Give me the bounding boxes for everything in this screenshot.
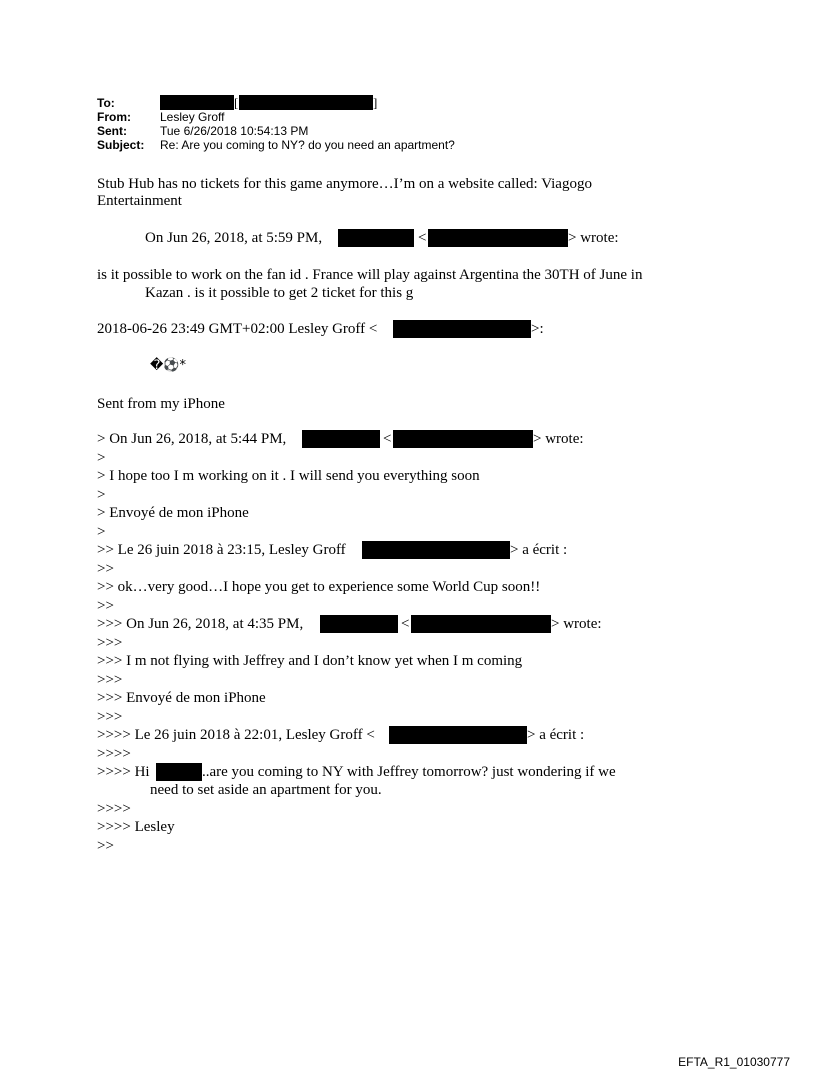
redaction-email [389, 726, 527, 744]
emoji-line: �⚽* [150, 358, 187, 373]
redaction-recipient-name [156, 763, 202, 781]
sent-value: Tue 6/26/2018 10:54:13 PM [160, 124, 309, 138]
quoted-line: > wrote: [533, 431, 584, 447]
redaction-to-name [160, 95, 234, 110]
quoted-line: >>> On Jun 26, 2018, at 4:35 PM, [97, 616, 304, 632]
redaction-email [362, 541, 510, 559]
to-bracket-open: [ [234, 95, 239, 110]
to-label: To: [97, 96, 115, 110]
quoted-line: >>>> [97, 801, 131, 817]
redaction-sender-email [411, 615, 551, 633]
redaction-sender-name [302, 430, 380, 448]
sent-label: Sent: [97, 124, 127, 138]
redaction-sender-email [428, 229, 568, 247]
quoted-line: >>> [97, 709, 123, 725]
redaction-to-address [239, 95, 373, 110]
subject-label: Subject: [97, 138, 145, 152]
quoted-line: < [401, 616, 410, 632]
redaction-sender-name [338, 229, 414, 247]
to-bracket-close: ] [373, 95, 378, 110]
quoted-line: > a écrit : [527, 727, 585, 743]
quoted-line: >> Le 26 juin 2018 à 23:15, Lesley Groff [97, 542, 346, 558]
quoted-line: > On Jun 26, 2018, at 5:44 PM, [97, 431, 287, 447]
redaction-email [393, 320, 531, 338]
redaction-sender-email [393, 430, 533, 448]
quoted-line: >> [97, 598, 114, 614]
quoted-line: ..are you coming to NY with Jeffrey tomorrow? just wondering if we [202, 764, 616, 780]
quoted-line: < [383, 431, 392, 447]
from-label: From: [97, 110, 131, 124]
quoted-line: >> ok…very good…I hope you get to experience some World Cup soon!! [97, 579, 541, 595]
quoted-line: >>> [97, 635, 123, 651]
quote-header: On Jun 26, 2018, at 5:59 PM, [145, 230, 323, 246]
quoted-line: >>>> Lesley [97, 819, 175, 835]
quote-wrote: > wrote: [568, 230, 619, 246]
quoted-line: >>>> Le 26 juin 2018 à 22:01, Lesley Groff < [97, 727, 375, 743]
quoted-line: >>> I m not flying with Jeffrey and I don’t know yet when I m coming [97, 653, 523, 669]
quoted-line: > I hope too I m working on it . I will send you everything soon [97, 468, 480, 484]
quoted-line: need to set aside an apartment for you. [150, 782, 382, 798]
body-line: 2018-06-26 23:49 GMT+02:00 Lesley Groff < [97, 321, 378, 337]
body-line: Sent from my iPhone [97, 396, 225, 412]
quoted-line: >>> [97, 672, 123, 688]
body-line: is it possible to work on the fan id . France will play against Argentina the 30TH of June in [97, 267, 643, 283]
quoted-line: >> [97, 561, 114, 577]
quoted-line: >>>> [97, 746, 131, 762]
body-line: Kazan . is it possible to get 2 ticket for this g [145, 285, 414, 301]
quoted-line: > [97, 487, 106, 503]
quote-lt: < [418, 230, 427, 246]
quoted-line: > [97, 450, 106, 466]
quoted-line: > Envoyé de mon iPhone [97, 505, 249, 521]
quoted-line: > a écrit : [510, 542, 568, 558]
body-line: >: [531, 321, 544, 337]
document-id: EFTA_R1_01030777 [678, 1055, 790, 1069]
body-line: Entertainment [97, 193, 182, 209]
subject-value: Re: Are you coming to NY? do you need an apartment? [160, 138, 455, 152]
quoted-line: >>>> Hi [97, 764, 150, 780]
redaction-sender-name [320, 615, 398, 633]
quoted-line: >>> Envoyé de mon iPhone [97, 690, 266, 706]
quoted-line: > [97, 524, 106, 540]
quoted-line: >> [97, 838, 114, 854]
from-value: Lesley Groff [160, 110, 225, 124]
quoted-line: > wrote: [551, 616, 602, 632]
body-line: Stub Hub has no tickets for this game anymore…I’m on a website called: Viagogo [97, 176, 592, 192]
